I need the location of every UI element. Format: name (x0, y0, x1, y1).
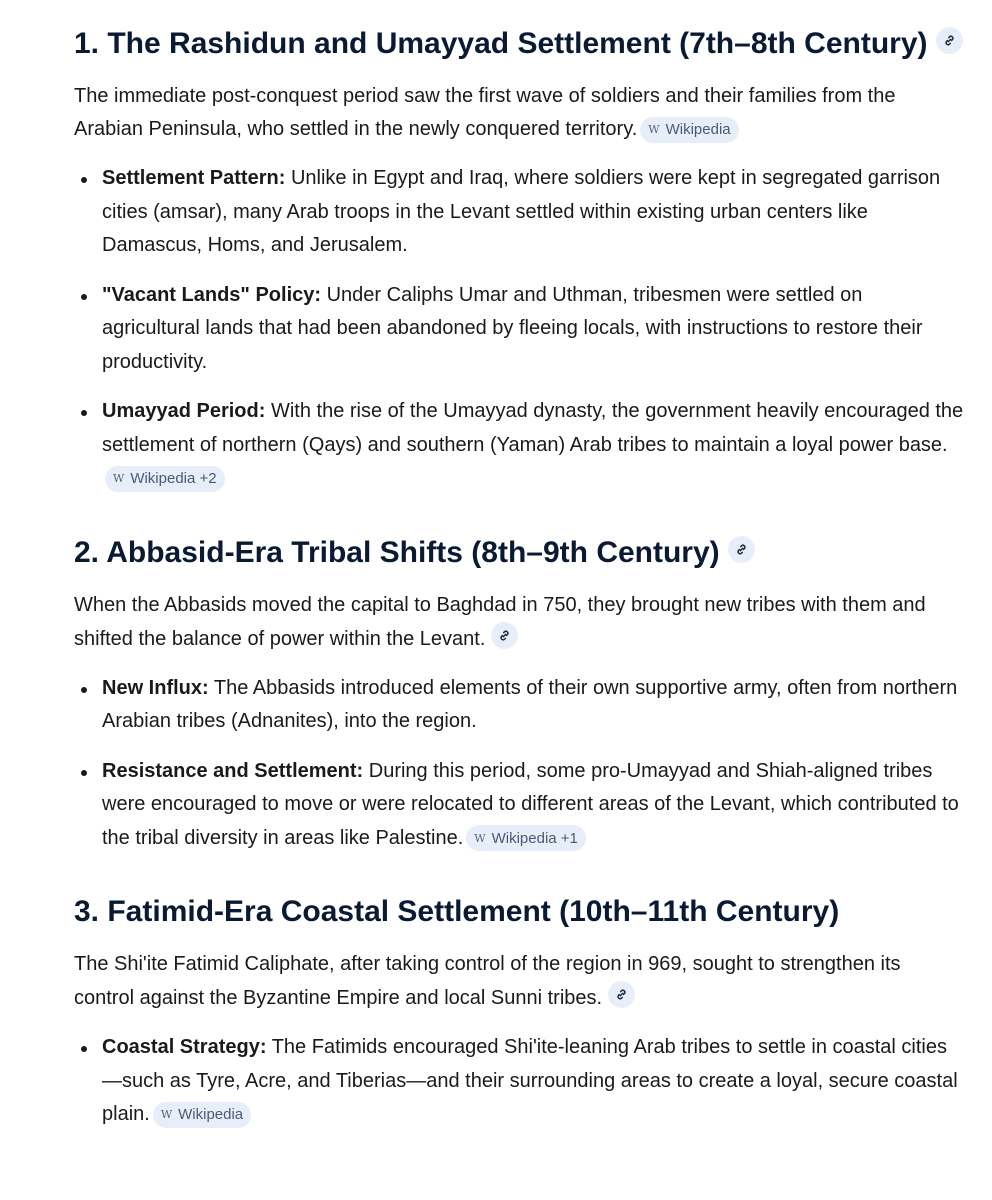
section-heading-text: 2. Abbasid-Era Tribal Shifts (8th–9th Century) (74, 535, 720, 569)
list-item (102, 672, 964, 739)
citation-chip[interactable] (466, 825, 586, 851)
item-text: During this period, some pro-Umayyad and Shiah-aligned tribes were encouraged to move or were relocated to different areas of the Levant, which contributed to the tribal diversity in areas like Palestine. (102, 759, 959, 849)
intro-text: The Shi'ite Fatimid Caliphate, after taking control of the region in 969, sought to strengthen its control against the Byzantine Empire and local Sunni tribes. (74, 953, 901, 1009)
link-icon (498, 629, 511, 642)
section-heading-text: 1. The Rashidun and Umayyad Settlement (7th–8th Century) (74, 27, 928, 60)
section-intro (74, 948, 964, 1015)
link-icon (943, 34, 956, 47)
citation-label: Wikipedia (178, 1106, 244, 1123)
link-icon (615, 988, 628, 1001)
item-label: Settlement Pattern: (102, 167, 286, 189)
bullet-list (74, 1031, 964, 1132)
item-text: Unlike in Egypt and Iraq, where soldiers were kept in segregated garrison cities (amsar), many Arab troops in the Levant settled within existing urban centers like Damascus, Homs, and Jerusalem. (102, 167, 941, 256)
citation-label: Wikipedia (665, 121, 731, 138)
list-item (102, 162, 964, 263)
wikipedia-w-icon: W (113, 472, 125, 485)
wikipedia-w-icon: W (160, 1108, 173, 1121)
section-intro (74, 589, 964, 656)
wikipedia-w-icon: W (474, 831, 486, 845)
list-item (102, 1031, 964, 1132)
list-item (102, 755, 964, 856)
wikipedia-w-icon: W (648, 123, 660, 136)
heading-link-button[interactable] (728, 536, 755, 563)
item-label: Coastal Strategy: (102, 1036, 267, 1058)
section-abbasid (74, 533, 964, 856)
list-item (102, 395, 964, 496)
citation-label: Wikipedia +1 (491, 829, 578, 847)
item-label: "Vacant Lands" Policy: (102, 283, 322, 306)
source-link-button[interactable] (608, 981, 635, 1008)
item-text: The Abbasids introduced elements of their own supportive army, often from northern Arabian tribes (Adnanites), into the region. (102, 676, 958, 732)
citation-chip[interactable] (640, 117, 738, 143)
link-icon (735, 543, 748, 556)
item-label: New Influx: (102, 676, 209, 699)
section-heading (74, 892, 964, 931)
source-link-button[interactable] (491, 622, 518, 649)
item-label: Resistance and Settlement: (102, 759, 364, 782)
item-text: The Fatimids encouraged Shi'ite-leaning Arab tribes to settle in coastal cities—such as Tyre, Acre, and Tiberias—and their surrounding areas to create a loyal, secure coastal plain. (102, 1036, 958, 1125)
section-fatimid (74, 892, 964, 1132)
heading-link-button[interactable] (936, 27, 963, 54)
citation-chip[interactable] (105, 466, 225, 492)
item-text: Under Caliphs Umar and Uthman, tribesmen were settled on agricultural lands that had been abandoned by fleeing locals, with instructions to restore their productivity. (102, 283, 923, 373)
bullet-list (74, 672, 964, 856)
section-intro (74, 80, 964, 146)
section-rashidun-umayyad (74, 24, 964, 496)
citation-label: Wikipedia +2 (130, 470, 217, 487)
intro-text: When the Abbasids moved the capital to Baghdad in 750, they brought new tribes with them and shifted the balance of power within the Levant. (74, 593, 926, 650)
list-item (102, 279, 964, 380)
bullet-list (74, 162, 964, 496)
section-heading (74, 533, 964, 572)
article-content (74, 24, 964, 1132)
citation-chip[interactable] (153, 1102, 251, 1128)
section-heading-text: 3. Fatimid-Era Coastal Settlement (10th–11th Century) (74, 895, 840, 928)
section-heading (74, 24, 964, 63)
intro-text: The immediate post-conquest period saw the first wave of soldiers and their families from the Arabian Peninsula, who settled in the newly conquered territory. (74, 85, 896, 140)
item-label: Umayyad Period: (102, 400, 266, 422)
item-text: With the rise of the Umayyad dynasty, the government heavily encouraged the settlement of northern (Qays) and southern (Yaman) Arab tribes to maintain a loyal power base. (102, 400, 964, 456)
